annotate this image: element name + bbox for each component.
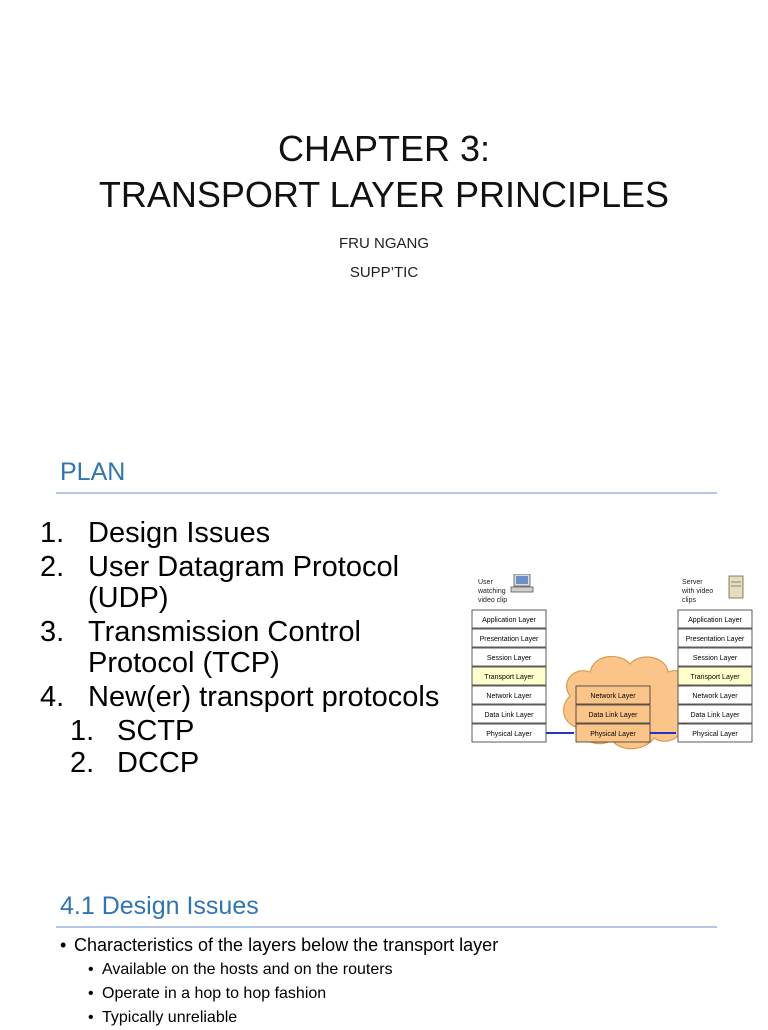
stack-layer-label: Transport Layer xyxy=(484,674,534,681)
plan-item-number: 3. xyxy=(40,616,65,648)
stack-layer-label: Data Link Layer xyxy=(690,712,740,719)
user-label-line: User xyxy=(478,579,493,586)
plan-subitem xyxy=(0,748,440,779)
plan-list xyxy=(0,518,440,780)
plan-subitem-text: DCCP xyxy=(117,747,200,779)
title-slide xyxy=(0,0,768,440)
plan-slide xyxy=(0,440,768,860)
sub-bullet-item: • Available on the hosts and on the routers xyxy=(60,958,750,982)
chapter-title xyxy=(0,126,768,218)
user-label-line: watching xyxy=(478,588,506,595)
plan-item xyxy=(0,682,440,713)
router-layer-label: Data Link Layer xyxy=(588,712,638,719)
plan-subitem-number: 1. xyxy=(70,715,95,747)
server-label-line: Server xyxy=(682,579,703,586)
user-label-line: video clip xyxy=(478,597,508,604)
server-icon xyxy=(729,576,743,598)
heading-rule xyxy=(56,926,717,928)
design-issues-heading: 4.1 Design Issues xyxy=(60,892,259,920)
plan-subitem xyxy=(0,716,440,747)
plan-subitem-number: 2. xyxy=(70,747,95,779)
stack-layer-label: Session Layer xyxy=(692,655,738,662)
plan-item-text: User Datagram Protocol (UDP) xyxy=(88,551,400,614)
design-issues-slide xyxy=(0,860,768,1024)
stack-layer-label: Presentation Layer xyxy=(685,636,745,643)
stack-layer-label: Session Layer xyxy=(486,655,532,662)
server-label-line: clips xyxy=(682,597,697,604)
plan-item-number: 1. xyxy=(40,517,65,549)
bullet-list xyxy=(60,932,750,1030)
client-computer-icon xyxy=(511,574,533,592)
heading-rule xyxy=(56,492,717,494)
plan-item xyxy=(0,552,440,614)
plan-heading: PLAN xyxy=(60,458,126,486)
server-label-line: with video xyxy=(682,588,714,595)
chapter-title-line2: TRANSPORT LAYER PRINCIPLES xyxy=(98,174,670,215)
sub-bullet-item: • Typically unreliable xyxy=(60,1006,750,1030)
stack-layer-label: Network Layer xyxy=(692,693,738,700)
sub-bullet-item: • Operate in a hop to hop fashion xyxy=(60,982,750,1006)
stack-layer-label: Physical Layer xyxy=(692,731,738,738)
stack-layer-label: Network Layer xyxy=(486,693,532,700)
plan-item xyxy=(0,617,440,679)
router-layer-label: Network Layer xyxy=(590,693,636,700)
osi-layer-diagram xyxy=(470,574,760,774)
chapter-title-line1: CHAPTER 3: xyxy=(277,128,491,169)
plan-item-text: New(er) transport protocols xyxy=(88,681,440,713)
stack-layer-label: Physical Layer xyxy=(486,731,532,738)
router-layer-label: Physical Layer xyxy=(590,731,636,738)
stack-layer-label: Data Link Layer xyxy=(484,712,534,719)
plan-item-number: 4. xyxy=(40,681,65,713)
stack-layer-label: Transport Layer xyxy=(690,674,740,681)
plan-item xyxy=(0,518,440,549)
bullet-item: • Characteristics of the layers below the transport layer xyxy=(60,932,750,958)
institution-name: SUPP’TIC xyxy=(349,264,419,281)
plan-item-number: 2. xyxy=(40,551,65,583)
author-block xyxy=(0,229,768,287)
router-stack xyxy=(576,686,650,742)
stack-layer-label: Presentation Layer xyxy=(479,636,539,643)
server-stack xyxy=(678,610,752,742)
plan-item-text: Design Issues xyxy=(88,517,271,549)
stack-layer-label: Application Layer xyxy=(688,617,742,624)
author-name: FRU NGANG xyxy=(339,235,429,252)
plan-item-text: Transmission Control Protocol (TCP) xyxy=(88,616,361,679)
plan-subitem-text: SCTP xyxy=(117,715,195,747)
stack-layer-label: Application Layer xyxy=(482,617,536,624)
client-stack xyxy=(472,610,546,742)
